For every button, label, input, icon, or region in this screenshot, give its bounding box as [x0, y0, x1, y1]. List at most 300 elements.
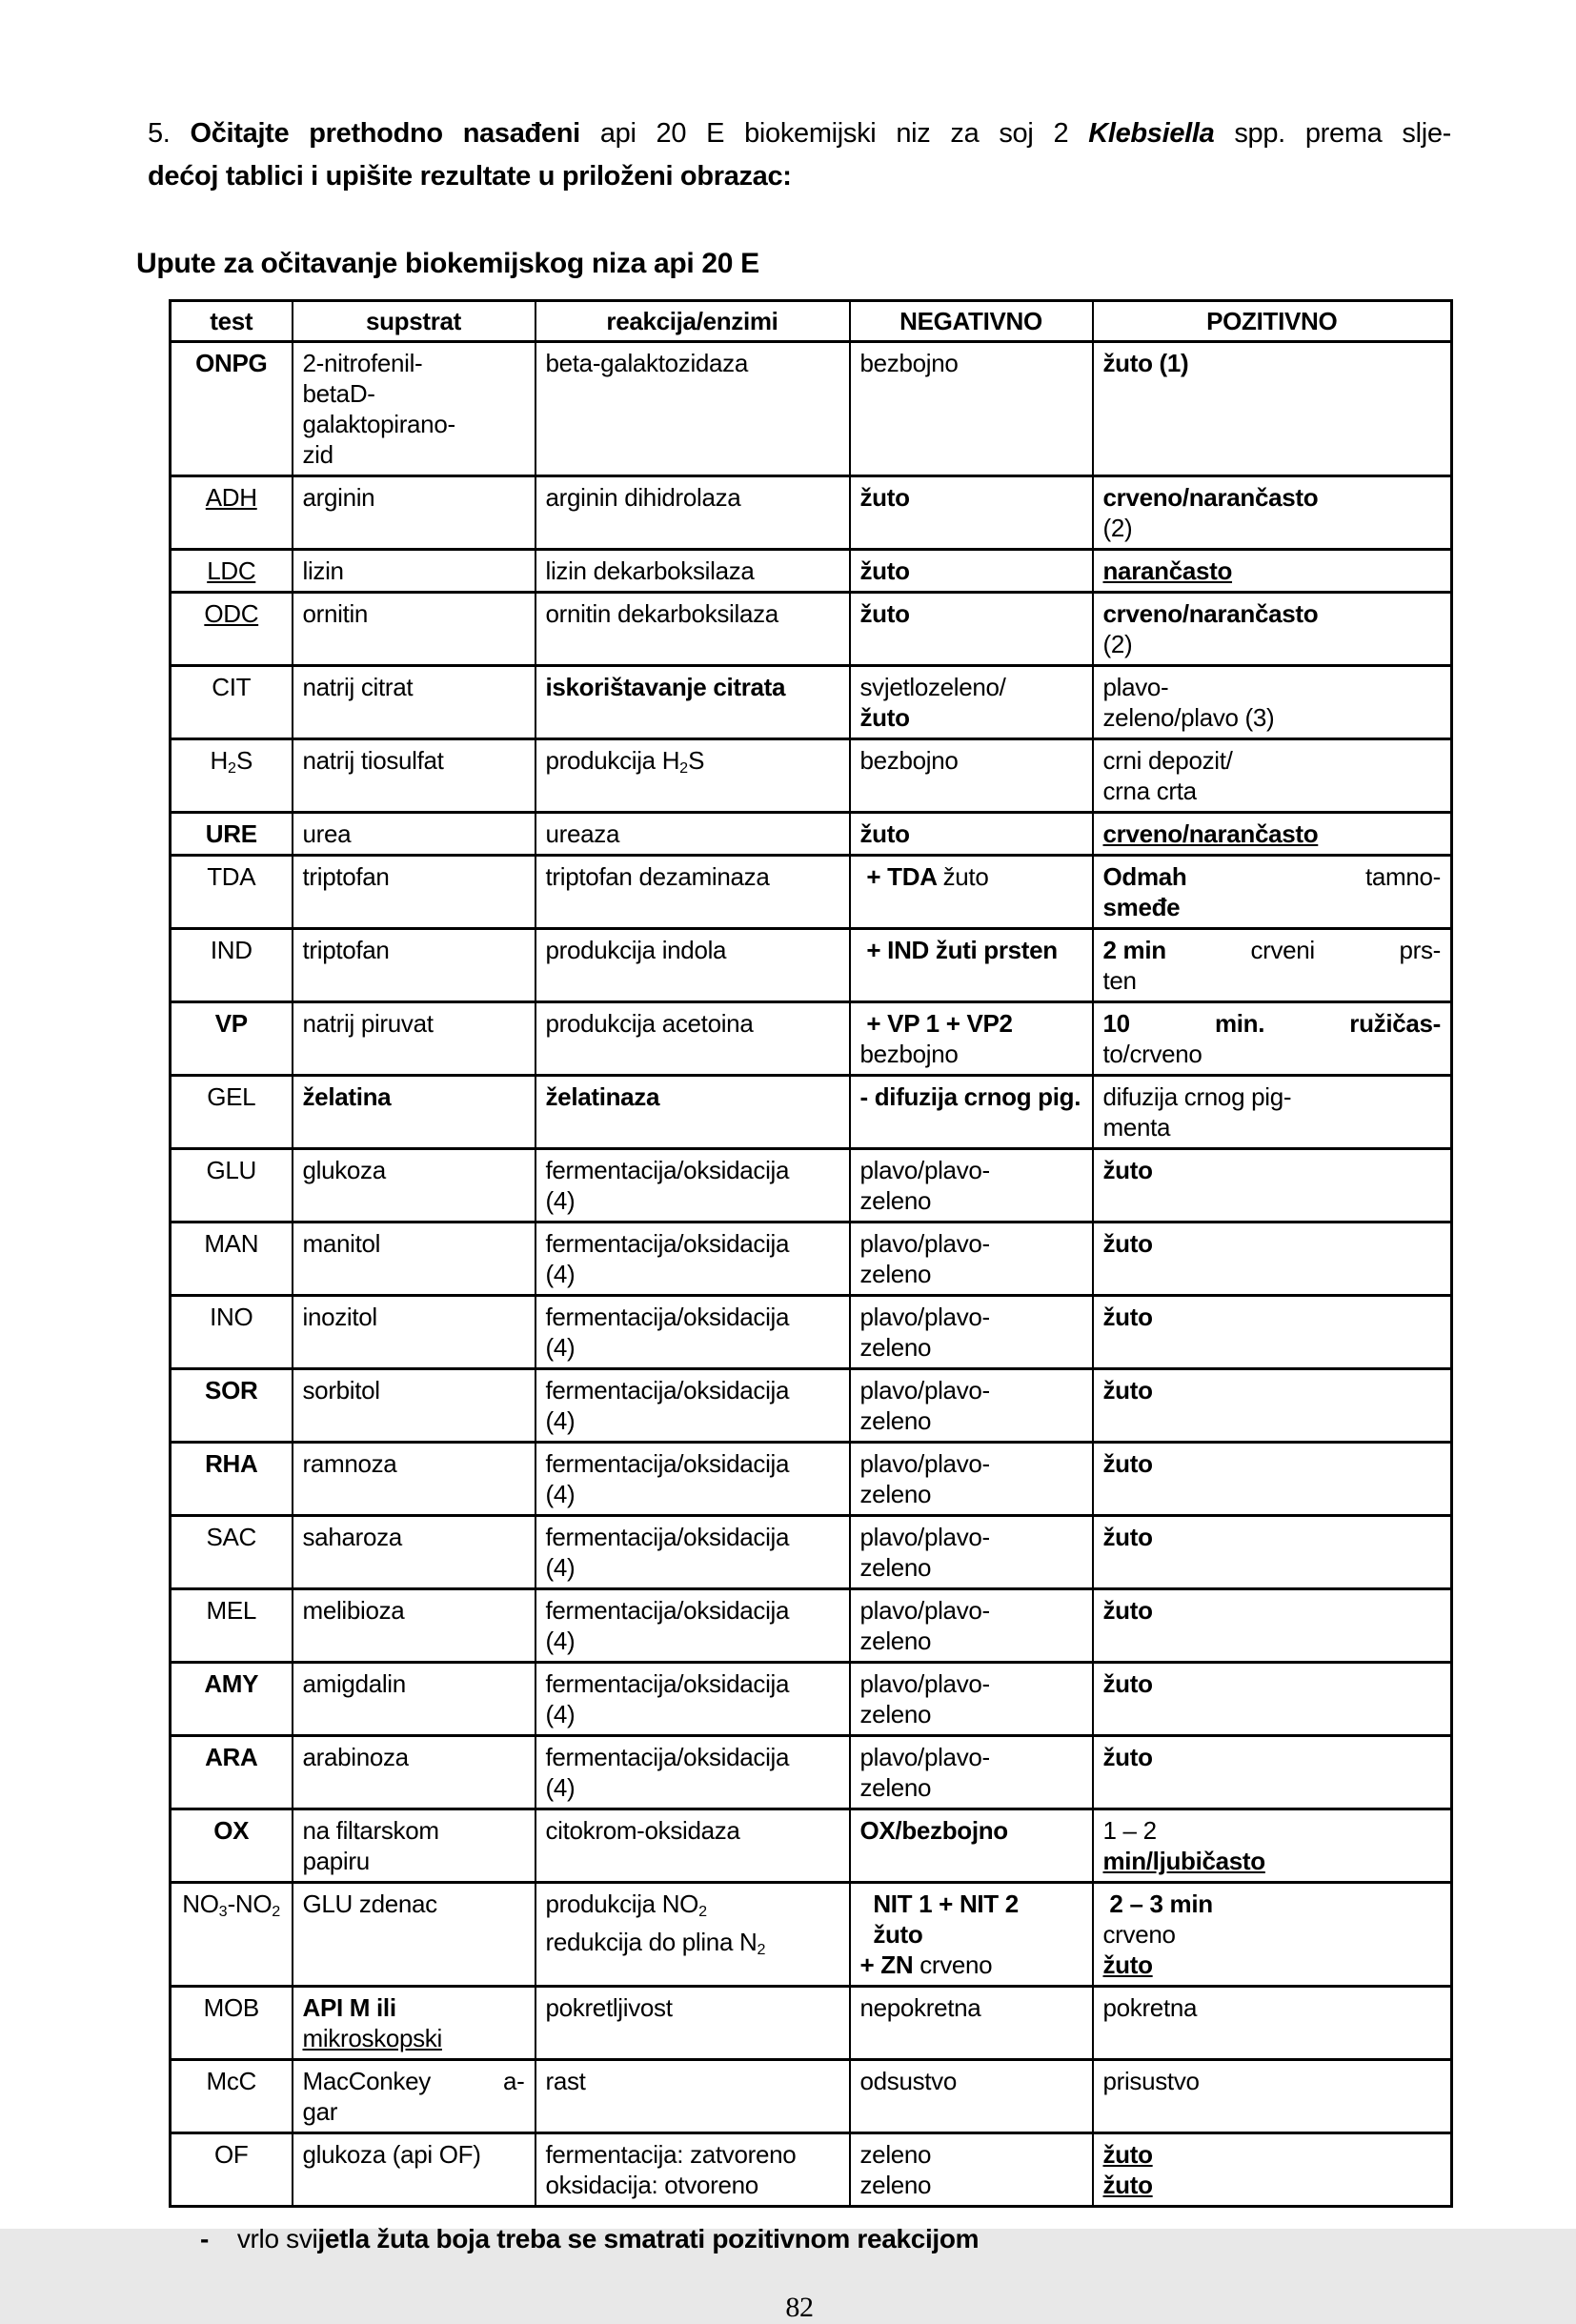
- text-segment: S: [688, 746, 705, 775]
- text-segment: fermentacija/oksidacija: [545, 1303, 790, 1331]
- text-segment: CIT: [212, 673, 252, 701]
- text-segment: redukcija do plina N: [545, 1928, 758, 1957]
- text-segment: (2): [1102, 630, 1133, 658]
- table-row: [171, 1589, 1452, 1663]
- text-segment: SAC: [206, 1523, 256, 1551]
- cell-line: [303, 1595, 525, 1626]
- cell-line: [546, 1405, 839, 1436]
- text-segment: zeleno: [859, 2140, 932, 2169]
- cell-line: [1103, 1742, 1442, 1772]
- cell-line: [546, 1302, 839, 1332]
- text-segment: plavo/plavo-: [859, 1229, 990, 1258]
- table-row: [171, 2060, 1452, 2133]
- cell-line: [1103, 1815, 1442, 1846]
- cell-poz: [1093, 593, 1452, 666]
- cell-supstrat: [293, 1809, 535, 1883]
- cell-line: [1103, 1155, 1442, 1185]
- text-segment: plavo/plavo-: [859, 1303, 990, 1331]
- cell-line: [860, 1699, 1082, 1729]
- text-segment: zeleno: [859, 1480, 932, 1508]
- text-segment: ODC: [204, 599, 259, 628]
- cell-poz: [1093, 1589, 1452, 1663]
- cell-line: [303, 2096, 525, 2127]
- text-segment: nepokretna: [859, 1993, 981, 2022]
- text-segment: AMY: [204, 1669, 259, 1698]
- text-segment: fermentacija/oksidacija: [545, 1743, 790, 1771]
- cell-line: [860, 1302, 1082, 1332]
- text-segment: žuto: [1102, 1669, 1153, 1698]
- text-segment: arginin: [302, 483, 375, 512]
- cell-supstrat: [293, 1369, 535, 1443]
- text-segment: natrij piruvat: [302, 1009, 434, 1038]
- text-segment: plavo/plavo-: [859, 1523, 990, 1551]
- text-segment: MOB: [203, 1993, 259, 2022]
- text-segment: žuto: [1102, 1449, 1153, 1478]
- cell-line: [860, 1228, 1082, 1259]
- cell-neg: [850, 1663, 1093, 1736]
- cell-test: [171, 1223, 293, 1296]
- cell-supstrat: [293, 342, 535, 476]
- text-segment: VP: [214, 1009, 248, 1038]
- cell-test: [171, 1516, 293, 1589]
- text-segment: - difuzija crnog pig.: [859, 1082, 1081, 1111]
- text-segment: rast: [545, 2067, 586, 2095]
- cell-line: [181, 1992, 282, 2023]
- cell-line: [1103, 1008, 1442, 1039]
- text-segment: GEL: [207, 1082, 256, 1111]
- cell-neg: [850, 550, 1093, 593]
- text-segment: (4): [545, 1260, 576, 1288]
- cell-supstrat: [293, 856, 535, 929]
- text-segment: zeleno: [859, 1333, 932, 1362]
- cell-line: [1103, 1081, 1442, 1112]
- cell-line: [546, 1228, 839, 1259]
- cell-poz: [1093, 1076, 1452, 1149]
- text-segment: + ZN: [859, 1950, 914, 1979]
- cell-line: [860, 598, 1082, 629]
- text-segment: Klebsiella: [1088, 118, 1215, 149]
- cell-line: [546, 1815, 839, 1846]
- cell-line: [860, 1479, 1082, 1509]
- cell-line: [546, 2139, 839, 2170]
- cell-line: [860, 935, 1082, 965]
- cell-line: [181, 2139, 282, 2170]
- cell-line: [860, 1815, 1082, 1846]
- cell-line: [1103, 965, 1442, 996]
- text-segment: na filtarskom: [302, 1816, 439, 1845]
- cell-poz: [1093, 666, 1452, 739]
- cell-poz: [1093, 1223, 1452, 1296]
- cell-line: [546, 1008, 839, 1039]
- intro-paragraph: [148, 112, 1451, 198]
- text-segment: crveno/narančasto: [1102, 599, 1319, 628]
- text-segment: zeleno: [859, 1553, 932, 1582]
- cell-neg: [850, 2060, 1093, 2133]
- text-segment: bezbojno: [859, 349, 959, 377]
- text-segment: produkcija NO: [545, 1890, 699, 1918]
- cell-supstrat: [293, 593, 535, 666]
- text-segment: žuto: [859, 556, 910, 585]
- cell-line: [860, 672, 1082, 702]
- cell-line: [860, 482, 1082, 513]
- cell-reakcija: [535, 2060, 850, 2133]
- text-segment: žuto: [1102, 1229, 1153, 1258]
- table-row: [171, 1296, 1452, 1369]
- text-segment: plavo/plavo-: [859, 1376, 990, 1405]
- cell-neg: [850, 1149, 1093, 1223]
- cell-test: [171, 929, 293, 1002]
- cell-line: [860, 1081, 1082, 1112]
- text-segment: S: [235, 746, 253, 775]
- intro-line-1: [148, 112, 1451, 155]
- table-row: [171, 2133, 1452, 2207]
- cell-line: [860, 1522, 1082, 1552]
- text-segment: triptofan: [302, 862, 390, 891]
- cell-line: [860, 1742, 1082, 1772]
- text-segment: (4): [545, 1553, 576, 1582]
- column-header: test: [171, 301, 293, 342]
- cell-neg: [850, 2133, 1093, 2207]
- text-segment: žuto: [1102, 2140, 1153, 2169]
- text-segment: (4): [545, 1186, 576, 1215]
- cell-neg: [850, 856, 1093, 929]
- table-row: [171, 666, 1452, 739]
- text-segment: crveni: [1250, 936, 1315, 964]
- cell-line: [1103, 1846, 1442, 1876]
- cell-neg: [850, 593, 1093, 666]
- column-header: supstrat: [293, 301, 535, 342]
- cell-line: [546, 1626, 839, 1656]
- text-segment: plavo/plavo-: [859, 1156, 990, 1184]
- cell-line: [860, 556, 1082, 586]
- cell-test: [171, 342, 293, 476]
- cell-line: [546, 1668, 839, 1699]
- cell-line: [303, 1228, 525, 1259]
- cell-line: [303, 1448, 525, 1479]
- cell-neg: [850, 1223, 1093, 1296]
- text-segment: plavo/plavo-: [859, 1449, 990, 1478]
- text-segment: 2: [227, 759, 236, 778]
- cell-test: [171, 1076, 293, 1149]
- column-header: NEGATIVNO: [850, 301, 1093, 342]
- cell-reakcija: [535, 813, 850, 856]
- text-segment: žuto: [859, 819, 910, 848]
- cell-line: [860, 2139, 1082, 2170]
- text-segment: triptofan dezaminaza: [545, 862, 770, 891]
- cell-test: [171, 1589, 293, 1663]
- cell-test: [171, 1663, 293, 1736]
- cell-neg: [850, 1369, 1093, 1443]
- text-segment: beta-galaktozidaza: [545, 349, 748, 377]
- table-row: [171, 342, 1452, 476]
- text-segment: crveno/narančasto: [1102, 483, 1319, 512]
- cell-line: [181, 1081, 282, 1112]
- cell-supstrat: [293, 1987, 535, 2060]
- cell-reakcija: [535, 1223, 850, 1296]
- text-segment: fermentacija: zatvoreno: [545, 2140, 797, 2169]
- table-row: [171, 593, 1452, 666]
- text-segment: 2-nitrofenil-: [302, 349, 423, 377]
- text-segment: zeleno/plavo (3): [1102, 703, 1275, 732]
- text-segment: sorbitol: [302, 1376, 380, 1405]
- cell-supstrat: [293, 1443, 535, 1516]
- cell-neg: [850, 342, 1093, 476]
- cell-line: [546, 2170, 839, 2200]
- cell-line: [860, 1405, 1082, 1436]
- cell-test: [171, 1369, 293, 1443]
- text-segment: arabinoza: [302, 1743, 409, 1771]
- table-row: [171, 476, 1452, 550]
- text-segment: fermentacija/oksidacija: [545, 1669, 790, 1698]
- cell-line: [546, 598, 839, 629]
- cell-line: [860, 1155, 1082, 1185]
- text-segment: ružičas-: [1349, 1009, 1441, 1038]
- text-segment: inozitol: [302, 1303, 377, 1331]
- text-segment: smeđe: [1102, 893, 1181, 921]
- cell-line: [1103, 1228, 1442, 1259]
- text-segment: LDC: [207, 556, 256, 585]
- text-segment: MacConkey: [302, 2067, 431, 2095]
- cell-line: [181, 818, 282, 849]
- cell-line: [181, 1668, 282, 1699]
- cell-line: [1103, 935, 1442, 965]
- cell-line: [303, 2139, 525, 2170]
- cell-supstrat: [293, 1076, 535, 1149]
- text-segment: + VP 1 + VP2: [859, 1009, 1013, 1038]
- cell-line: [1103, 1992, 1442, 2023]
- text-segment: crveno: [1102, 1920, 1176, 1949]
- cell-line: [860, 861, 1082, 892]
- cell-line: [860, 2170, 1082, 2200]
- cell-neg: [850, 1443, 1093, 1516]
- cell-neg: [850, 739, 1093, 813]
- cell-line: [546, 935, 839, 965]
- text-segment: želatinaza: [545, 1082, 660, 1111]
- cell-reakcija: [535, 2133, 850, 2207]
- cell-line: [546, 1155, 839, 1185]
- cell-reakcija: [535, 856, 850, 929]
- text-segment: INO: [210, 1303, 253, 1331]
- cell-supstrat: [293, 1736, 535, 1809]
- cell-supstrat: [293, 476, 535, 550]
- cell-line: [303, 439, 525, 470]
- cell-line: [181, 672, 282, 702]
- cell-line: [860, 702, 1082, 733]
- table-row: [171, 1223, 1452, 1296]
- table-row: [171, 929, 1452, 1002]
- cell-reakcija: [535, 1987, 850, 2060]
- cell-line: [181, 745, 282, 783]
- text-segment: bezbojno: [859, 1040, 959, 1068]
- cell-line: [1103, 892, 1442, 922]
- cell-line: [546, 1332, 839, 1363]
- cell-neg: [850, 1589, 1093, 1663]
- cell-poz: [1093, 476, 1452, 550]
- cell-line: [860, 745, 1082, 776]
- text-segment: crveno: [913, 1950, 993, 1979]
- cell-line: [860, 1950, 1082, 1980]
- text-segment: + TDA: [859, 862, 943, 891]
- text-segment: fermentacija/oksidacija: [545, 1229, 790, 1258]
- cell-line: [546, 556, 839, 586]
- text-segment: vrlo svi: [209, 2224, 318, 2253]
- text-segment: žuto: [859, 599, 910, 628]
- text-segment: zeleno: [859, 1406, 932, 1435]
- cell-test: [171, 2133, 293, 2207]
- cell-neg: [850, 813, 1093, 856]
- text-segment: 5.: [148, 118, 191, 149]
- cell-reakcija: [535, 1736, 850, 1809]
- cell-line: [1103, 702, 1442, 733]
- table-row: [171, 1883, 1452, 1987]
- cell-line: [546, 818, 839, 849]
- text-segment: 2 – 3 min: [1102, 1890, 1213, 1918]
- table-row: [171, 1516, 1452, 1589]
- cell-line: [303, 556, 525, 586]
- text-segment: ten: [1102, 966, 1137, 995]
- text-segment: jetla žuta boja treba se smatrati pozitivnom reakcijom: [317, 2224, 980, 2253]
- text-segment: betaD-: [302, 379, 375, 408]
- cell-line: [303, 1522, 525, 1552]
- text-segment: žuti prsten: [935, 936, 1058, 964]
- text-segment: (4): [545, 1480, 576, 1508]
- cell-line: [1103, 556, 1442, 586]
- text-segment: (2): [1102, 514, 1133, 542]
- cell-supstrat: [293, 1883, 535, 1987]
- cell-reakcija: [535, 1589, 850, 1663]
- cell-line: [1103, 818, 1442, 849]
- cell-line: [546, 2066, 839, 2096]
- table-title: Upute za očitavanje biokemijskog niza api 20 E: [136, 248, 759, 279]
- text-segment: zeleno: [859, 1627, 932, 1655]
- cell-neg: [850, 1002, 1093, 1076]
- cell-line: [181, 1595, 282, 1626]
- cell-reakcija: [535, 1002, 850, 1076]
- text-segment: zeleno: [859, 1260, 932, 1288]
- text-segment: gar: [302, 2097, 338, 2126]
- cell-line: [181, 1448, 282, 1479]
- text-segment: žuto (1): [1102, 349, 1189, 377]
- text-segment: McC: [206, 2067, 256, 2095]
- table-row: [171, 1076, 1452, 1149]
- cell-poz: [1093, 856, 1452, 929]
- text-segment: menta: [1102, 1113, 1171, 1142]
- cell-line: [546, 861, 839, 892]
- text-segment: 2 min: [1102, 936, 1166, 964]
- text-segment: H: [210, 746, 228, 775]
- text-segment: zid: [302, 440, 333, 469]
- cell-supstrat: [293, 929, 535, 1002]
- cell-line: [860, 1919, 1082, 1950]
- cell-line: [860, 2066, 1082, 2096]
- text-segment: plavo/plavo-: [859, 1669, 990, 1698]
- cell-line: [1103, 745, 1442, 776]
- cell-line: [303, 598, 525, 629]
- cell-line: [860, 1552, 1082, 1583]
- text-segment: pokretna: [1102, 1993, 1198, 2022]
- text-segment: + IND: [859, 936, 936, 964]
- cell-line: [546, 1595, 839, 1626]
- cell-line: [303, 2023, 525, 2053]
- cell-line: [546, 1699, 839, 1729]
- text-segment: (4): [545, 1773, 576, 1802]
- text-segment: 2: [679, 759, 689, 778]
- cell-reakcija: [535, 476, 850, 550]
- api-table-body: [171, 342, 1452, 2207]
- cell-line: [546, 745, 839, 783]
- cell-line: [1103, 482, 1442, 513]
- cell-line: [303, 1889, 525, 1919]
- table-row: [171, 1809, 1452, 1883]
- cell-line: [546, 672, 839, 702]
- cell-reakcija: [535, 550, 850, 593]
- text-segment: žuto: [1102, 1156, 1153, 1184]
- text-segment: želatina: [302, 1082, 392, 1111]
- text-segment: žuto: [859, 703, 910, 732]
- text-segment: saharoza: [302, 1523, 402, 1551]
- text-segment: papiru: [302, 1847, 370, 1875]
- cell-line: [181, 861, 282, 892]
- cell-line: [303, 348, 525, 378]
- cell-test: [171, 476, 293, 550]
- text-segment: to/crveno: [1102, 1040, 1202, 1068]
- cell-line: [181, 1742, 282, 1772]
- cell-line: [1103, 1950, 1442, 1980]
- cell-line: [303, 1008, 525, 1039]
- text-segment: lizin dekarboksilaza: [545, 556, 755, 585]
- cell-line: [1103, 1522, 1442, 1552]
- cell-line: [860, 1375, 1082, 1405]
- text-segment: min/ljubičasto: [1102, 1847, 1265, 1875]
- cell-line: [303, 482, 525, 513]
- cell-test: [171, 1987, 293, 2060]
- text-segment: OX/bezbojno: [859, 1816, 1008, 1845]
- text-segment: difuzija crnog pig-: [1102, 1082, 1292, 1111]
- cell-reakcija: [535, 1443, 850, 1516]
- cell-line: [1103, 629, 1442, 659]
- cell-line: [1103, 1889, 1442, 1919]
- cell-supstrat: [293, 1516, 535, 1589]
- text-segment: zeleno: [859, 1700, 932, 1728]
- table-row: [171, 1149, 1452, 1223]
- cell-line: [303, 1815, 525, 1846]
- cell-reakcija: [535, 1663, 850, 1736]
- cell-line: [546, 1081, 839, 1112]
- text-segment: mikroskopski: [302, 2024, 442, 2052]
- cell-line: [181, 1522, 282, 1552]
- text-segment: galaktopirano-: [302, 410, 455, 438]
- cell-line: [303, 409, 525, 439]
- text-segment: plavo/plavo-: [859, 1596, 990, 1625]
- cell-line: [1103, 1039, 1442, 1069]
- cell-line: [181, 556, 282, 586]
- cell-poz: [1093, 1516, 1452, 1589]
- cell-line: [303, 1846, 525, 1876]
- text-segment: TDA: [207, 862, 256, 891]
- cell-supstrat: [293, 2133, 535, 2207]
- api-20e-table: [169, 299, 1453, 2208]
- text-segment: pokretljivost: [545, 1993, 673, 2022]
- cell-line: [303, 1375, 525, 1405]
- text-segment: -: [200, 2224, 210, 2253]
- text-segment: GLU zdenac: [302, 1890, 437, 1918]
- cell-line: [1103, 776, 1442, 806]
- text-segment: žuto: [1102, 1303, 1153, 1331]
- cell-line: [860, 1889, 1082, 1919]
- cell-poz: [1093, 1002, 1452, 1076]
- cell-line: [860, 818, 1082, 849]
- text-segment: žuto: [859, 483, 910, 512]
